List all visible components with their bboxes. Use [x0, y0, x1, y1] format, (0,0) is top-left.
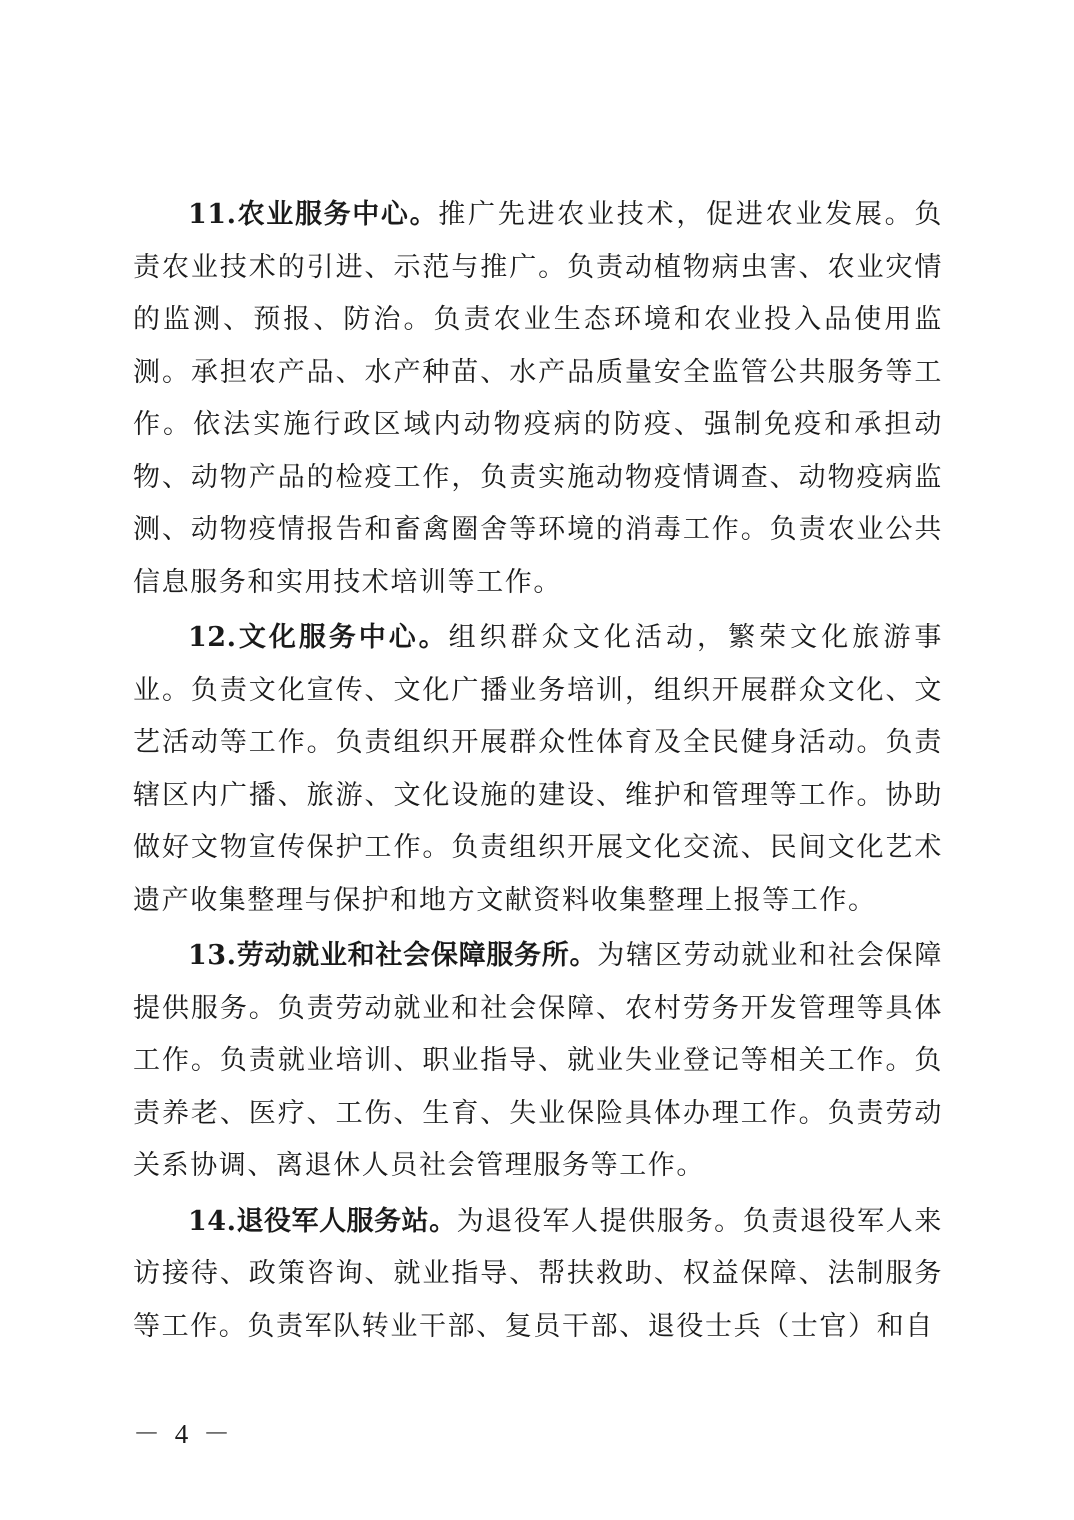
section-text: 为辖区劳动就业和社会保障提供服务。负责劳动就业和社会保障、农村劳务开发管理等具体工作。负责就业培训、职业指导、就业失业登记等相关工作。负责养老、医疗、工伤、生育、失业保险具体办理工作。负责劳动关系协调、离退休人员社会管理服务等工作。 — [133, 940, 943, 1181]
page-number: － 4 － — [133, 1419, 234, 1449]
section-title: 13.劳动就业和社会保障服务所。 — [188, 940, 598, 971]
document-body — [133, 189, 943, 1356]
section-title: 11.农业服务中心。 — [188, 199, 439, 230]
section-text: 组织群众文化活动，繁荣文化旅游事业。负责文化宣传、文化广播业务培训，组织开展群众文化、文艺活动等工作。负责组织开展群众性体育及全民健身活动。负责辖区内广播、旅游、文化设施的建设、维护和管理等工作。协助做好文物宣传保护工作。负责组织开展文化交流、民间文化艺术遗产收集整理与保护和地方文献资料收集整理上报等工作。 — [133, 622, 943, 916]
section-text: 推广先进农业技术，促进农业发展。负责农业技术的引进、示范与推广。负责动植物病虫害、农业灾情的监测、预报、防治。负责农业生态环境和农业投入品使用监测。承担农产品、水产种苗、水产品质量安全监管公共服务等工作。依法实施行政区域内动物疫病的防疫、强制免疫和承担动物、动物产品的检疫工作，负责实施动物疫情调查、动物疫病监测、动物疫情报告和畜禽圈舍等环境的消毒工作。负责农业公共信息服务和实用技术培训等工作。 — [133, 199, 943, 598]
section-culture — [133, 612, 943, 927]
section-agriculture — [133, 189, 943, 609]
section-labor-social-security — [133, 930, 943, 1193]
section-title: 14.退役军人服务站。 — [188, 1205, 457, 1237]
section-text: 为退役军人提供服务。负责退役军人来访接待、政策咨询、就业指导、帮扶救助、权益保障、法制服务等工作。负责军队转业干部、复员干部、退役士兵（士官）和自 — [133, 1205, 943, 1342]
section-veterans — [133, 1196, 943, 1354]
section-title: 12.文化服务中心。 — [188, 622, 449, 653]
